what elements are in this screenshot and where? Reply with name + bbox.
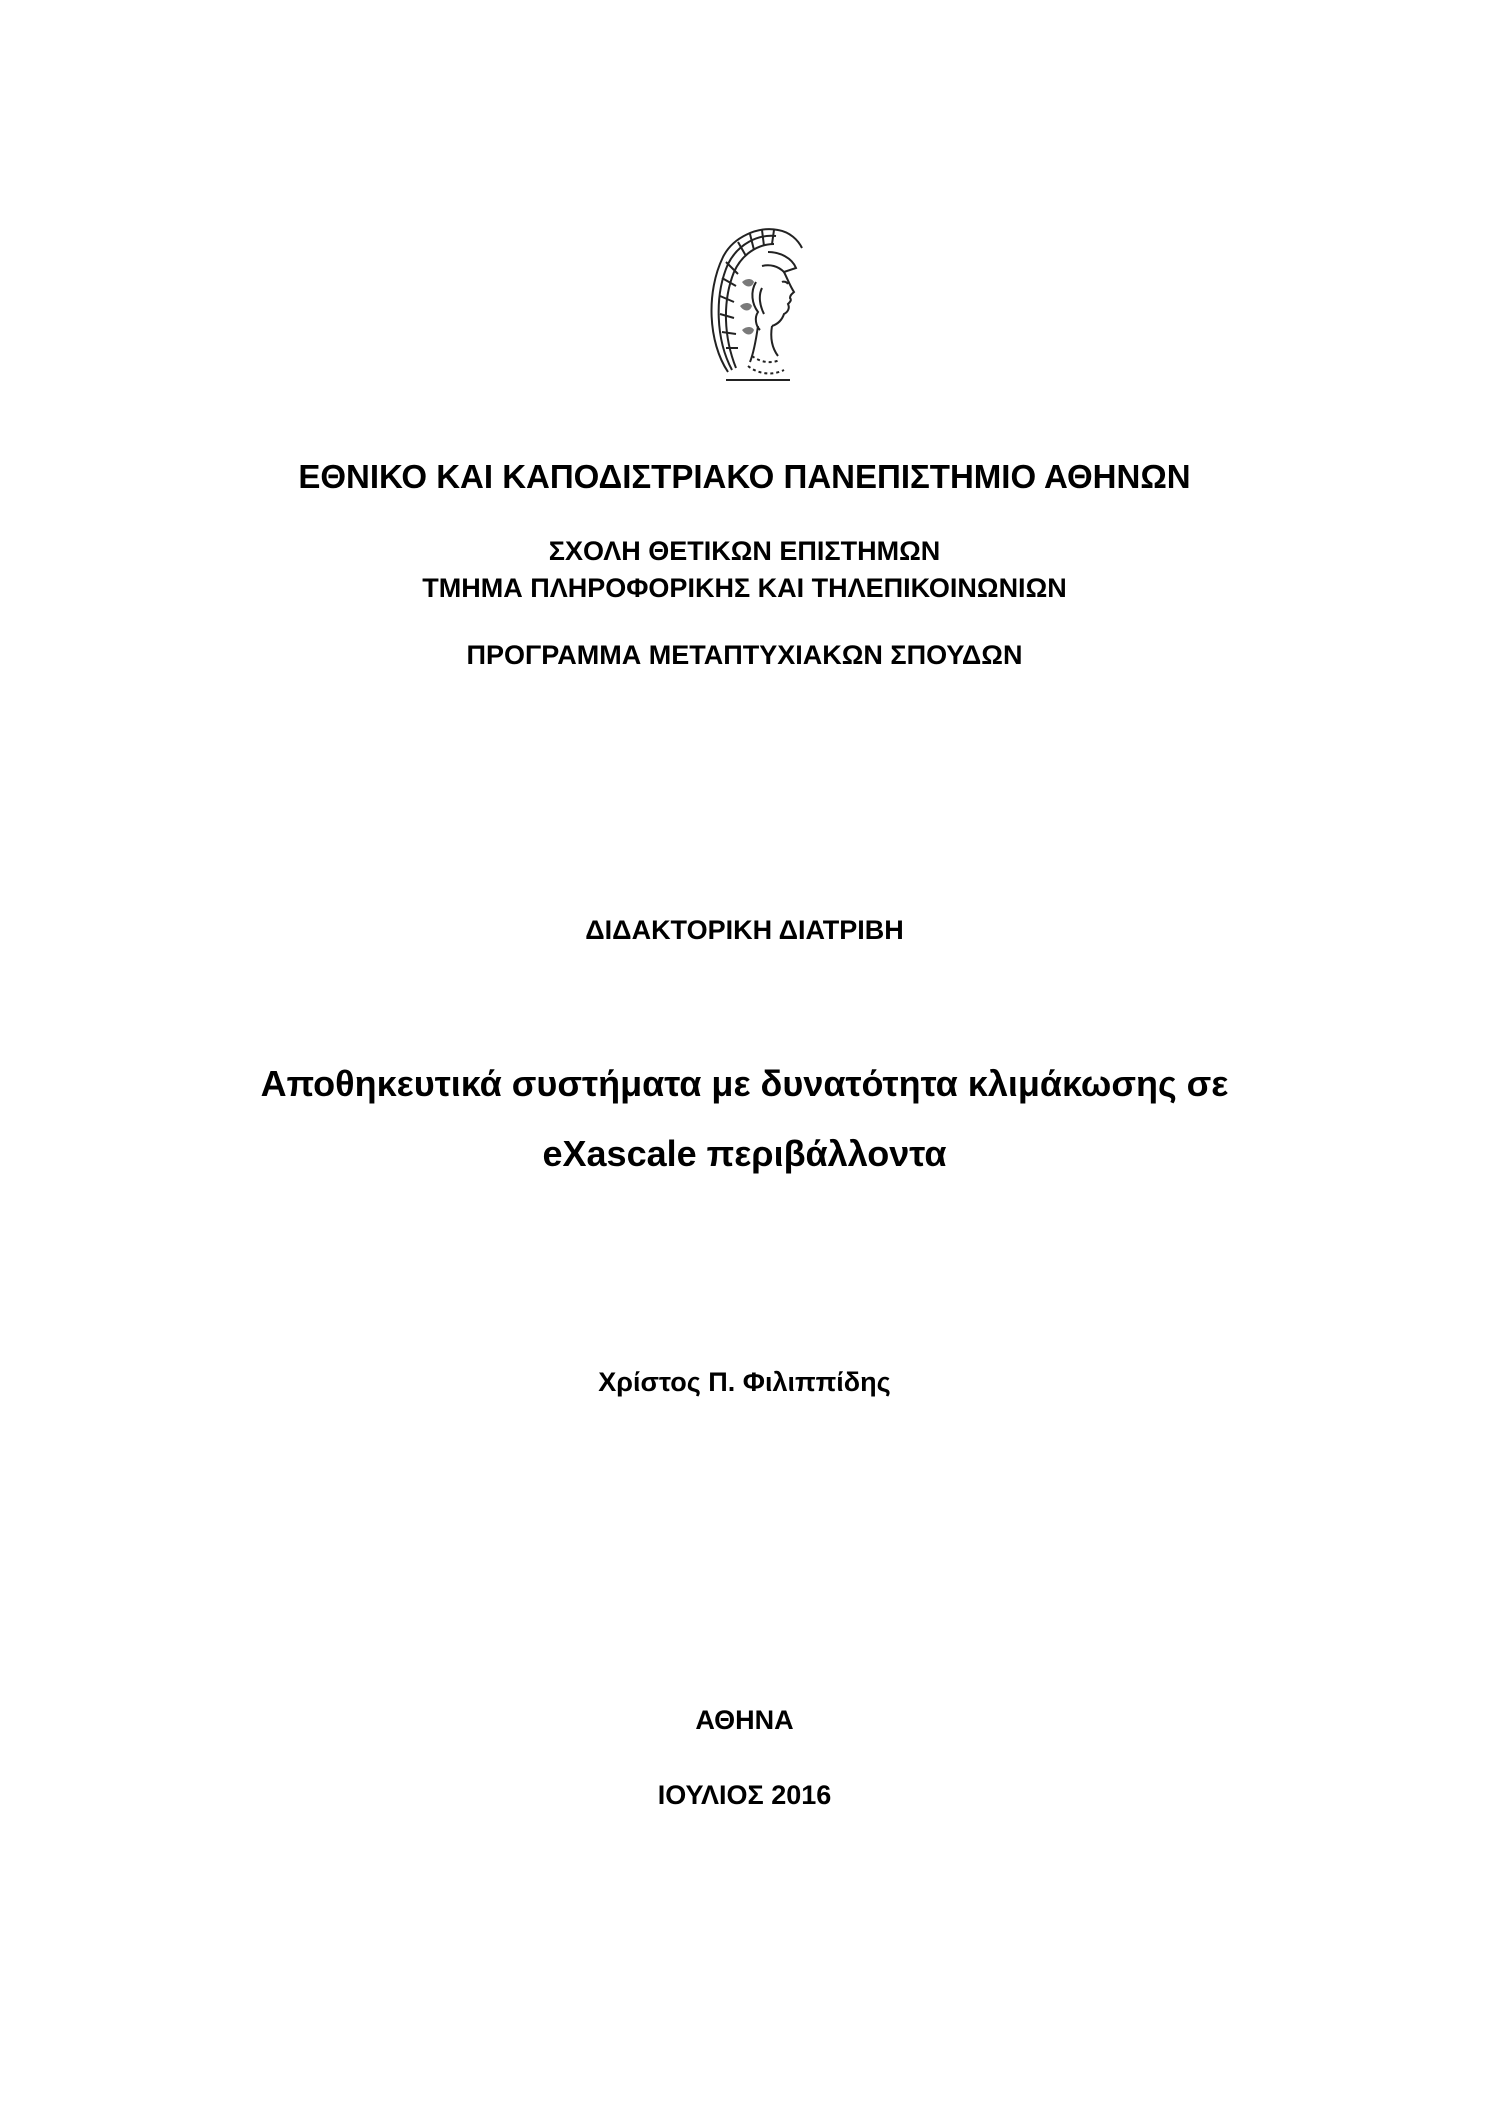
athena-head-emblem-icon bbox=[698, 222, 810, 384]
date: ΙΟΥΛΙΟΣ 2016 bbox=[657, 1780, 832, 1810]
university-name: ΕΘΝΙΚΟ ΚΑΙ ΚΑΠΟΔΙΣΤΡΙΑΚΟ ΠΑΝΕΠΙΣΤΗΜΙΟ ΑΘΗΝΩΝ bbox=[298, 458, 1191, 495]
document-type: ΔΙΔΑΚΤΟΡΙΚΗ ΔΙΑΤΡΙΒΗ bbox=[585, 915, 904, 945]
school-name: ΣΧΟΛΗ ΘΕΤΙΚΩΝ ΕΠΙΣΤΗΜΩΝ bbox=[548, 536, 941, 566]
program-name: ΠΡΟΓΡΑΜΜΑ ΜΕΤΑΠΤΥΧΙΑΚΩΝ ΣΠΟΥΔΩΝ bbox=[466, 640, 1023, 670]
city: ΑΘΗΝΑ bbox=[695, 1705, 794, 1735]
author-name: Χρίστος Π. Φιλιππίδης bbox=[598, 1367, 891, 1397]
department-name: ΤΜΗΜΑ ΠΛΗΡΟΦΟΡΙΚΗΣ ΚΑΙ ΤΗΛΕΠΙΚΟΙΝΩΝΙΩΝ bbox=[422, 573, 1067, 603]
thesis-title-line-2: eXascale περιβάλλοντα bbox=[542, 1133, 947, 1174]
thesis-title-line-1: Αποθηκευτικά συστήματα με δυνατότητα κλιμάκωσης σε bbox=[260, 1063, 1229, 1104]
